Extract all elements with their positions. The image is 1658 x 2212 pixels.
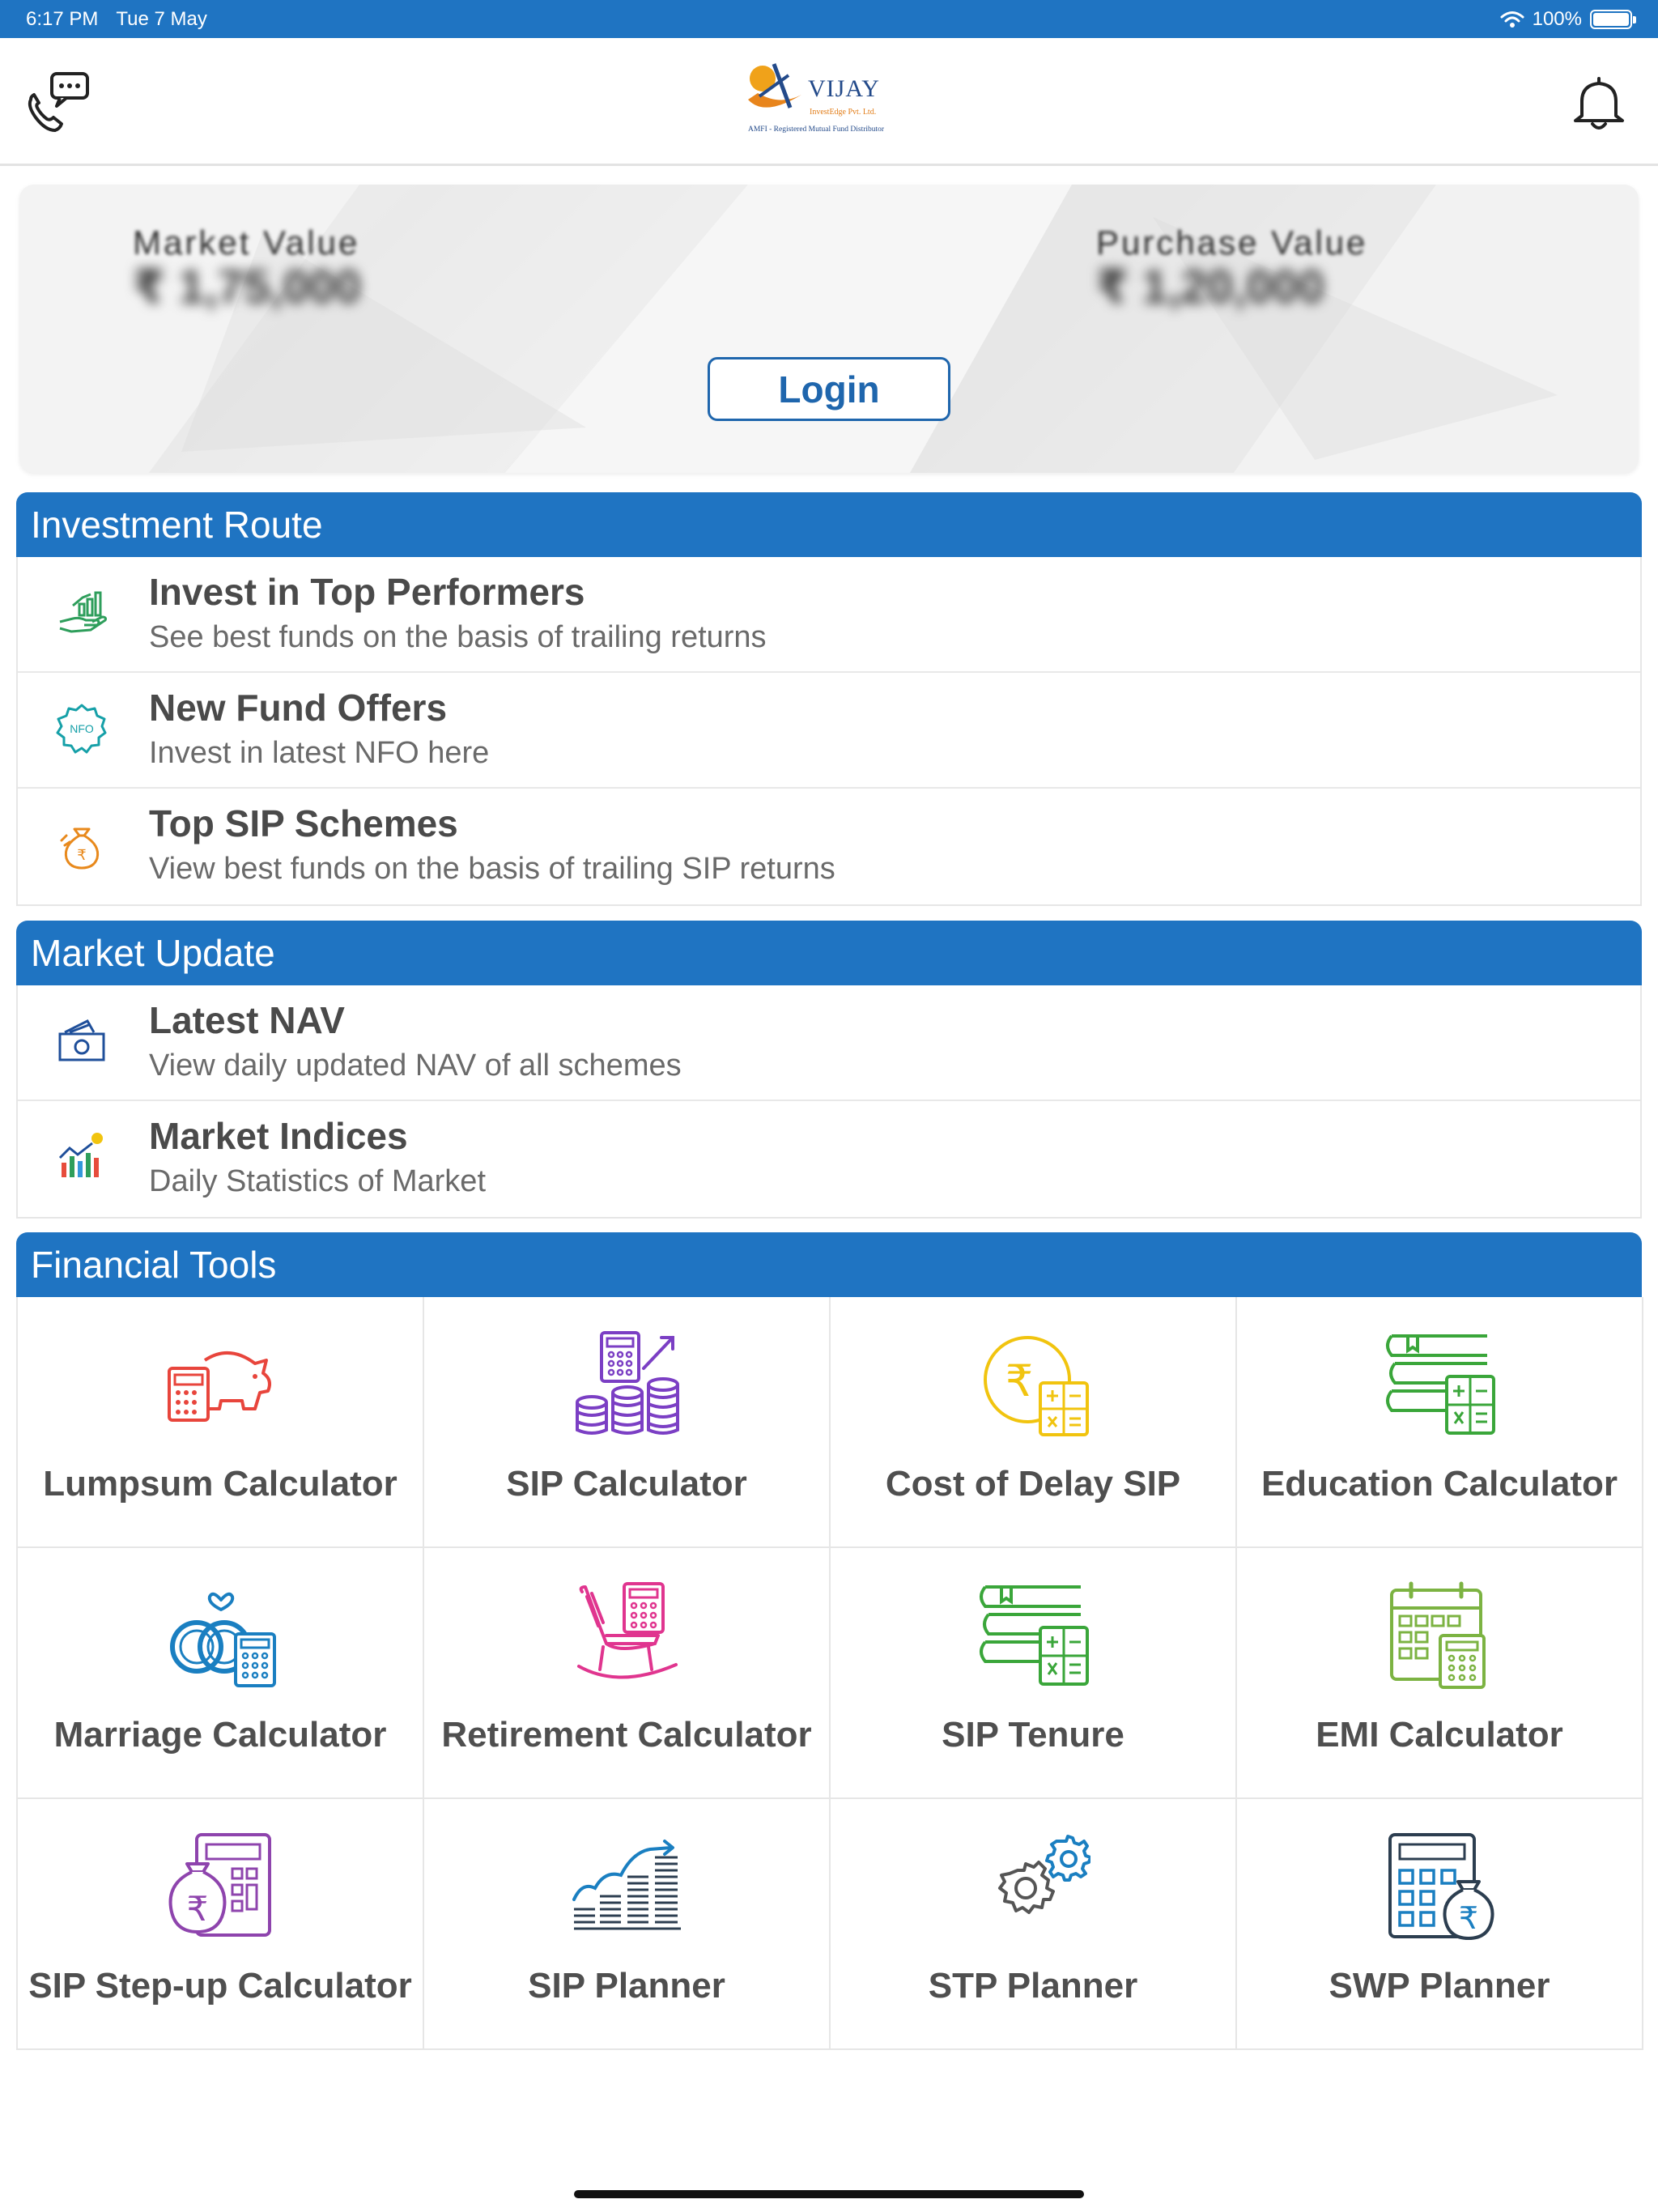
item-subtitle: View best funds on the basis of trailing SIP returns xyxy=(149,852,835,886)
logo-tagline: InvestEdge Pvt. Ltd. xyxy=(810,108,877,117)
books-calculator-icon xyxy=(1384,1328,1497,1441)
market-value-label: Market Value xyxy=(133,223,360,262)
market-update-list xyxy=(16,985,1642,1219)
portfolio-summary-card xyxy=(19,185,1639,473)
tool-label: EMI Calculator xyxy=(1316,1715,1563,1755)
status-bar xyxy=(0,0,1658,38)
list-item-market-indices[interactable] xyxy=(18,1101,1640,1217)
list-item-top-performers[interactable] xyxy=(18,557,1640,673)
bell-icon xyxy=(1571,74,1627,132)
tool-lumpsum-calculator[interactable] xyxy=(18,1297,424,1548)
money-bag-icon xyxy=(55,818,108,871)
status-date: Tue 7 May xyxy=(116,7,207,30)
purchase-value-amount: ₹ 1,20,000 xyxy=(1096,261,1325,313)
tool-sip-tenure[interactable] xyxy=(831,1548,1237,1799)
company-logo xyxy=(742,56,920,150)
status-right xyxy=(1500,8,1632,31)
battery-percent: 100% xyxy=(1532,7,1582,30)
growth-hand-icon xyxy=(55,586,108,640)
financial-tools-grid xyxy=(16,1297,1642,2050)
item-title: New Fund Offers xyxy=(149,687,448,729)
tool-marriage-calculator[interactable] xyxy=(18,1548,424,1799)
svg-text:₹: ₹ xyxy=(1458,1900,1479,1936)
investment-route-list xyxy=(16,557,1642,906)
tool-stp-planner[interactable] xyxy=(831,1799,1237,2050)
growth-bars-icon xyxy=(571,1830,684,1943)
tool-retirement-calculator[interactable] xyxy=(424,1548,831,1799)
tool-label: STP Planner xyxy=(928,1966,1138,2006)
list-item-top-sip-schemes[interactable] xyxy=(18,789,1640,904)
tool-cost-of-delay-sip[interactable] xyxy=(831,1297,1237,1548)
money-bag-calculator-icon xyxy=(164,1830,278,1943)
list-item-new-fund-offers[interactable] xyxy=(18,673,1640,789)
tool-label: Education Calculator xyxy=(1261,1464,1618,1504)
rupee-calculator-icon xyxy=(977,1328,1090,1441)
market-value-amount: ₹ 1,75,000 xyxy=(133,261,362,313)
tool-label: SIP Step-up Calculator xyxy=(28,1966,412,2006)
nfo-badge-icon xyxy=(55,702,108,755)
item-subtitle: View daily updated NAV of all schemes xyxy=(149,1049,682,1083)
tool-sip-step-up-calculator[interactable] xyxy=(18,1799,424,2050)
tool-sip-planner[interactable] xyxy=(424,1799,831,2050)
tool-label: SIP Planner xyxy=(528,1966,725,2006)
rocking-chair-icon xyxy=(571,1579,684,1692)
phone-chat-icon xyxy=(24,70,91,135)
books-calculator-icon xyxy=(977,1579,1090,1692)
tool-label: SIP Tenure xyxy=(942,1715,1124,1755)
logo-brand: VIJAY xyxy=(808,75,880,102)
tool-label: Lumpsum Calculator xyxy=(43,1464,397,1504)
notifications-button[interactable] xyxy=(1571,74,1627,132)
item-title: Top SIP Schemes xyxy=(149,802,458,844)
item-title: Market Indices xyxy=(149,1115,408,1157)
section-header-financial-tools: Financial Tools xyxy=(16,1232,1642,1297)
logo-mark xyxy=(742,61,814,125)
svg-text:₹: ₹ xyxy=(1005,1355,1034,1406)
login-button[interactable]: Login xyxy=(708,357,950,421)
tool-emi-calculator[interactable] xyxy=(1237,1548,1643,1799)
section-header-market-update: Market Update xyxy=(16,921,1642,985)
tool-label: SIP Calculator xyxy=(506,1464,747,1504)
logo-subline: AMFI - Registered Mutual Fund Distributor xyxy=(748,125,885,134)
piggy-calculator-icon xyxy=(164,1328,278,1441)
phone-chat-button[interactable] xyxy=(24,70,91,135)
purchase-value-label: Purchase Value xyxy=(1096,223,1368,262)
item-title: Latest NAV xyxy=(149,999,345,1041)
item-subtitle: Daily Statistics of Market xyxy=(149,1164,486,1198)
wifi-icon xyxy=(1500,11,1524,28)
calendar-calculator-icon xyxy=(1384,1579,1497,1692)
calculator-bag-icon xyxy=(1384,1830,1497,1943)
gears-icon xyxy=(977,1830,1090,1943)
svg-text:₹: ₹ xyxy=(186,1889,209,1929)
item-title: Invest in Top Performers xyxy=(149,571,585,613)
status-time: 6:17 PM xyxy=(26,7,99,30)
tool-label: Cost of Delay SIP xyxy=(885,1464,1181,1504)
rings-calculator-icon xyxy=(164,1579,278,1692)
market-chart-icon xyxy=(55,1130,108,1184)
tool-sip-calculator[interactable] xyxy=(424,1297,831,1548)
battery-icon xyxy=(1590,10,1632,29)
svg-text:₹: ₹ xyxy=(77,847,87,864)
section-header-investment-route: Investment Route xyxy=(16,492,1642,557)
cash-icon xyxy=(55,1015,108,1068)
home-indicator[interactable] xyxy=(574,2190,1084,2198)
nfo-badge-text: NFO xyxy=(70,722,94,735)
item-subtitle: See best funds on the basis of trailing returns xyxy=(149,620,767,654)
tool-label: Marriage Calculator xyxy=(53,1715,387,1755)
app-header xyxy=(0,38,1658,166)
tool-swp-planner[interactable] xyxy=(1237,1799,1643,2050)
coins-calculator-icon xyxy=(571,1328,684,1441)
tool-education-calculator[interactable] xyxy=(1237,1297,1643,1548)
item-subtitle: Invest in latest NFO here xyxy=(149,736,490,770)
tool-label: SWP Planner xyxy=(1329,1966,1550,2006)
tool-label: Retirement Calculator xyxy=(441,1715,812,1755)
list-item-latest-nav[interactable] xyxy=(18,985,1640,1101)
